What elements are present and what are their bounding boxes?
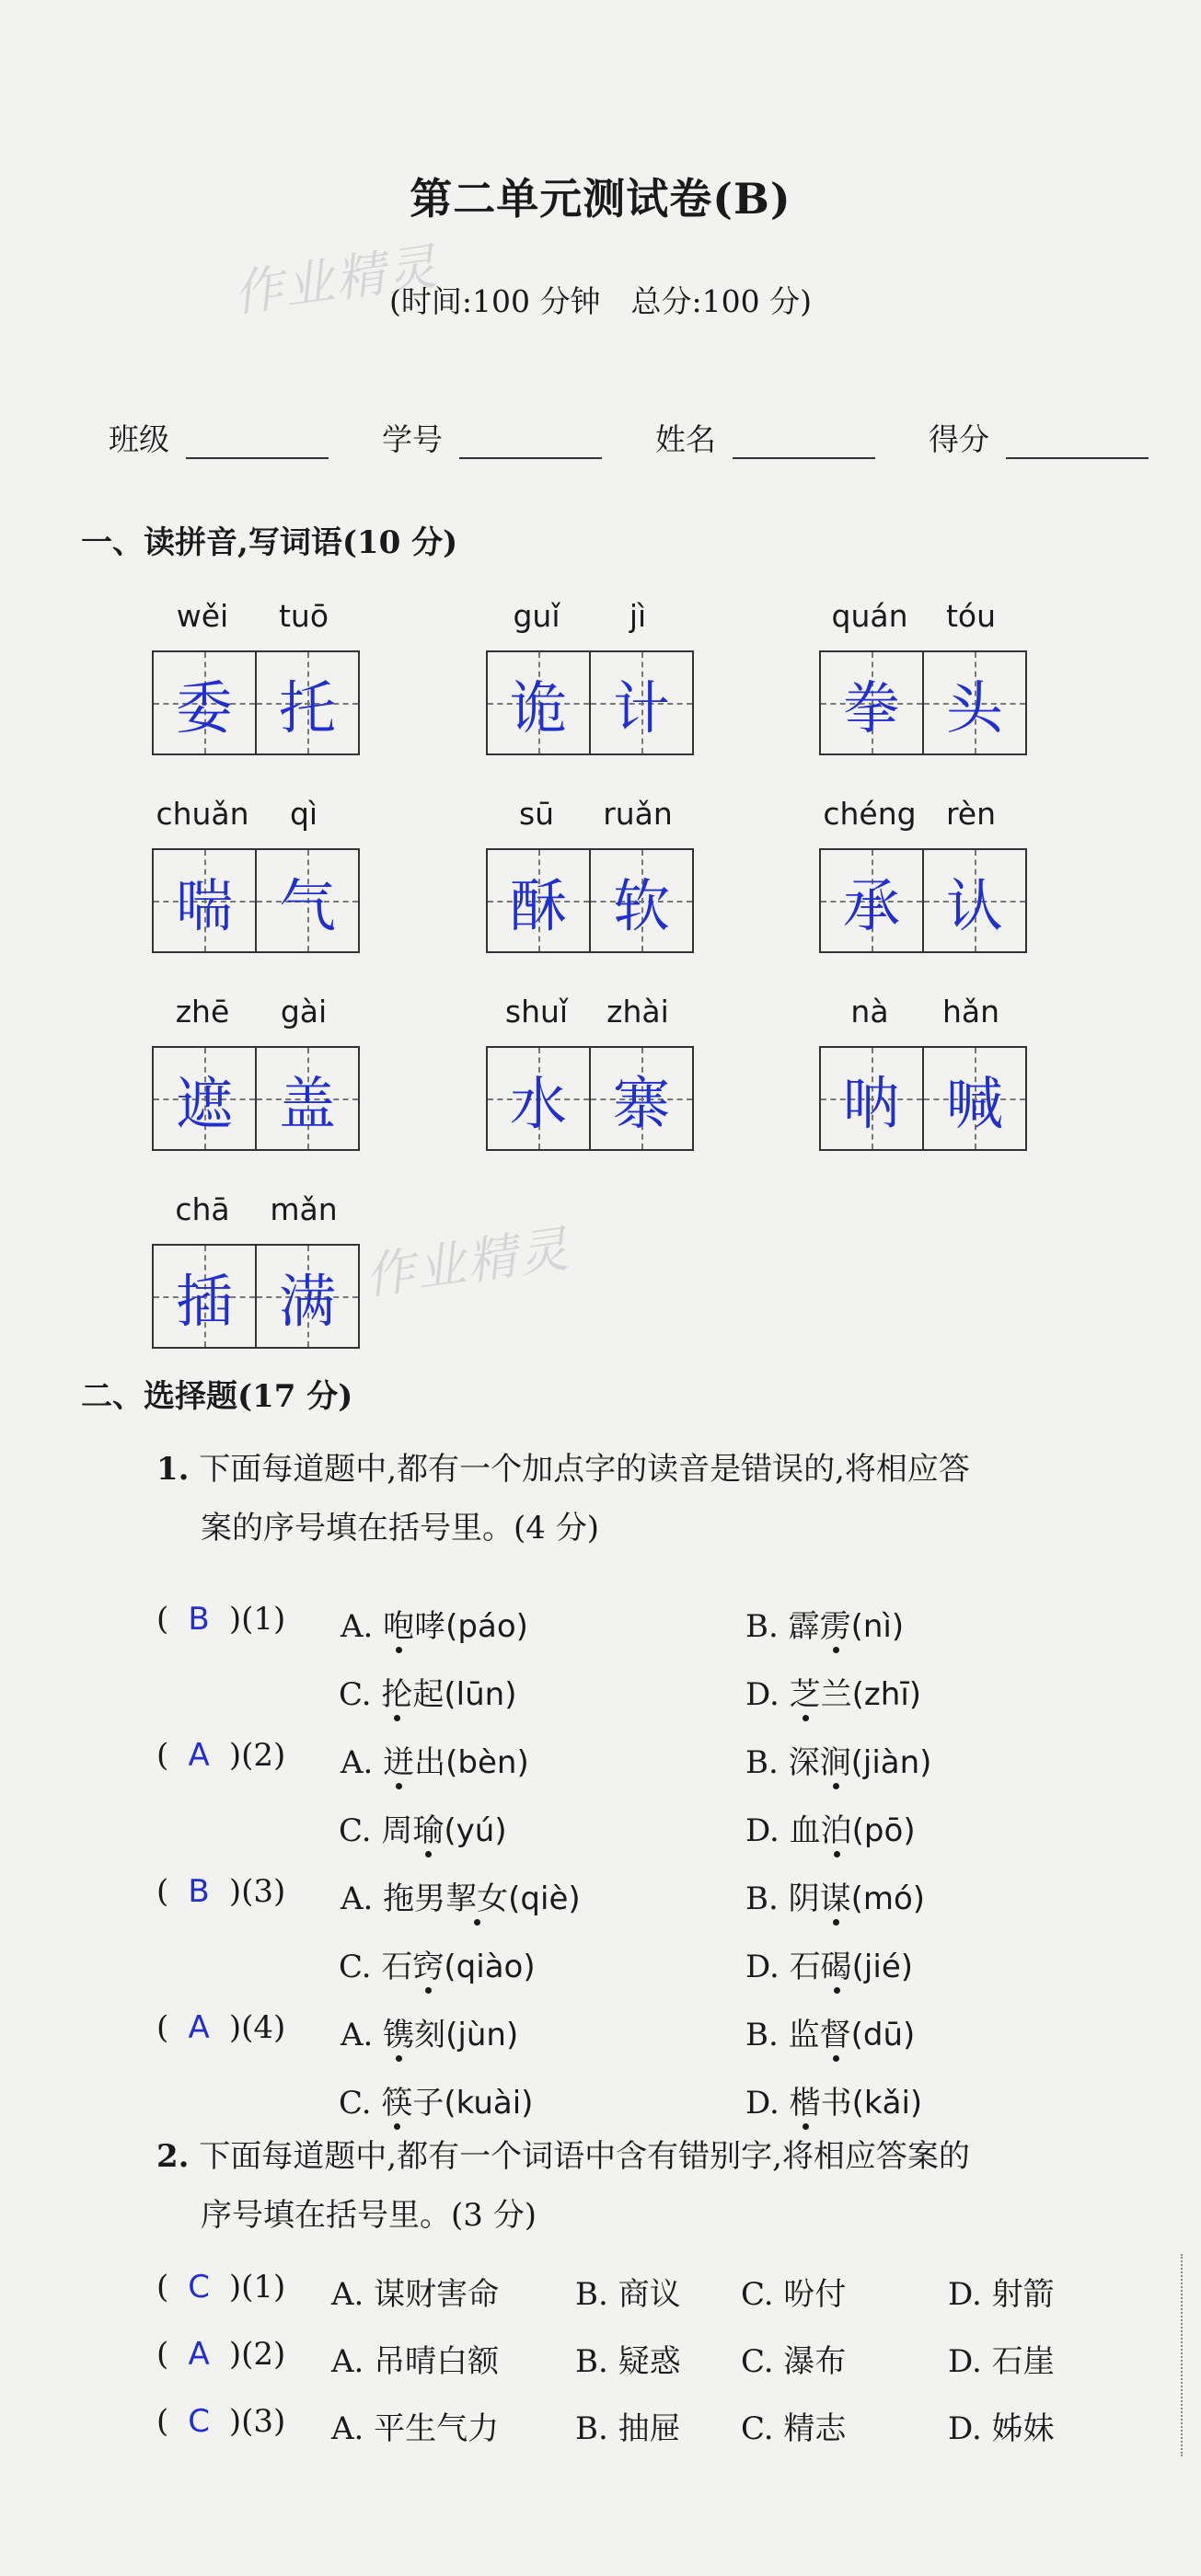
section2-title: 二、选择题(17 分) — [81, 1378, 353, 1415]
pinyin-label: quán — [831, 598, 908, 634]
watermark: 作业精灵 — [229, 236, 442, 324]
word-group — [819, 598, 1027, 755]
option-word: 瑜 — [412, 1805, 444, 1850]
answer-cell[interactable] — [154, 652, 255, 753]
answer-cell[interactable] — [154, 1048, 255, 1149]
option: C. 吩付 — [741, 2276, 847, 2313]
option — [339, 1812, 507, 1849]
option — [341, 1608, 528, 1645]
student-info-row — [109, 416, 1149, 459]
handwritten-character: 计 — [612, 673, 670, 742]
handwritten-character: 水 — [509, 1069, 567, 1137]
pinyin-label: zhài — [606, 994, 669, 1029]
answer-cell[interactable] — [589, 850, 692, 951]
answer-cell[interactable] — [154, 850, 255, 951]
answer-mark: A — [188, 1737, 210, 1774]
dotted-character: 镌 — [383, 2009, 414, 2054]
option-letter: C. — [339, 1949, 382, 1985]
section1-title: 一、读拼音,写词语(10 分) — [81, 524, 458, 561]
tian-grid — [819, 650, 1027, 755]
word-group — [486, 796, 694, 953]
tian-grid — [486, 1046, 694, 1151]
pinyin-label: tóu — [945, 598, 997, 634]
pinyin-label: nà — [850, 994, 889, 1029]
option: D. 姊妹 — [948, 2410, 1055, 2447]
class-field[interactable]: 班级 — [109, 416, 329, 459]
pinyin-label: chéng — [823, 796, 917, 832]
option-pinyin: (zhī) — [851, 1676, 922, 1713]
option-word: 碣 — [821, 1941, 852, 1986]
option: A. 平生气力 — [331, 2410, 500, 2447]
option — [341, 2017, 518, 2053]
question-2: 2. 下面每道题中,都有一个词语中含有错别字,将相应答案的 序号填在括号里。(3 分) — [156, 2138, 970, 2234]
handwritten-character: 盖 — [278, 1069, 336, 1137]
item-number: (2) — [241, 1737, 286, 1774]
option-letter: A. — [341, 1744, 384, 1781]
answer-mark: C — [188, 2269, 210, 2306]
answer-mark: B — [188, 1873, 210, 1910]
option-letter: A. — [341, 2017, 384, 2053]
answer-mark: A — [188, 2009, 210, 2046]
pinyin-label: qì — [289, 796, 318, 832]
option — [339, 1949, 536, 1985]
option-word: 涧 — [820, 1737, 851, 1782]
answer-mark: C — [188, 2403, 210, 2440]
option — [745, 1949, 913, 1985]
option-word: 兰 — [820, 1676, 852, 1713]
option — [745, 1812, 916, 1849]
dotted-character: 拖男 — [383, 1880, 446, 1917]
dotted-character: 监 — [788, 2017, 820, 2053]
tian-grid — [819, 848, 1027, 953]
dotted-character: 周 — [381, 1812, 413, 1849]
option-pinyin: (pō) — [851, 1812, 916, 1849]
word-group — [152, 796, 360, 953]
option: B. 抽屉 — [575, 2410, 681, 2447]
pinyin-label: chā — [175, 1191, 230, 1227]
answer-slot[interactable]: ( A )(4) — [156, 2009, 286, 2046]
option-letter: C. — [339, 1812, 382, 1849]
option-pinyin: (mó) — [850, 1880, 926, 1917]
option — [745, 1608, 904, 1645]
dotted-character: 咆 — [383, 1601, 414, 1646]
answer-cell[interactable] — [821, 850, 922, 951]
option — [745, 1880, 925, 1917]
pinyin-label: ruǎn — [603, 796, 673, 832]
answer-cell[interactable] — [589, 1048, 692, 1149]
answer-cell[interactable] — [922, 652, 1025, 753]
option-word: 哮 — [414, 1608, 446, 1645]
handwritten-character: 酥 — [509, 871, 567, 939]
option-pinyin: (jié) — [851, 1949, 914, 1985]
handwritten-character: 气 — [278, 871, 336, 939]
answer-mark: B — [188, 1601, 210, 1638]
handwritten-character: 寨 — [612, 1069, 670, 1137]
option: D. 石崖 — [948, 2343, 1055, 2380]
option-word: 起 — [412, 1676, 445, 1713]
handwritten-character: 遮 — [175, 1069, 233, 1137]
handwritten-character: 委 — [175, 673, 233, 742]
answer-cell[interactable] — [488, 1048, 589, 1149]
watermark-2: 作业精灵 — [361, 1219, 573, 1306]
tian-grid — [819, 1046, 1027, 1151]
answer-cell[interactable] — [255, 1048, 358, 1149]
word-group — [152, 994, 360, 1151]
dotted-character: 筷 — [381, 2077, 412, 2122]
name-field[interactable]: 姓名 — [655, 416, 875, 459]
word-group — [152, 1191, 360, 1349]
option-pinyin: (nì) — [850, 1608, 905, 1645]
option-pinyin: (dū) — [850, 2017, 916, 2053]
dotted-character: 石 — [789, 1949, 821, 1985]
pinyin-label: rèn — [945, 796, 997, 832]
option — [745, 2017, 915, 2053]
item-number: (1) — [241, 2269, 286, 2306]
handwritten-character: 满 — [278, 1267, 336, 1335]
word-group — [152, 598, 360, 755]
option-pinyin: (qiè) — [508, 1880, 581, 1917]
option — [341, 1744, 529, 1781]
tian-grid — [152, 650, 360, 755]
page-title: 第二单元测试卷(B) — [410, 174, 791, 224]
option — [745, 2085, 922, 2122]
option: A. 吊晴白额 — [331, 2343, 500, 2380]
handwritten-character: 托 — [278, 673, 336, 742]
option-pinyin: (jiàn) — [850, 1744, 932, 1781]
word-group — [486, 994, 694, 1151]
answer-cell[interactable] — [821, 652, 922, 753]
handwritten-character: 呐 — [842, 1069, 900, 1137]
option: C. 精志 — [741, 2410, 847, 2447]
option-letter: D. — [745, 1949, 790, 1985]
handwritten-character: 软 — [612, 871, 670, 939]
handwritten-character: 认 — [945, 871, 1003, 939]
item-number: (4) — [241, 2009, 286, 2046]
answer-mark: A — [188, 2336, 210, 2373]
dotted-character: 阴 — [788, 1880, 820, 1917]
option-pinyin: (lūn) — [444, 1676, 517, 1713]
option-word: 泊 — [821, 1805, 852, 1850]
handwritten-character: 诡 — [509, 673, 567, 742]
page-subtitle: (时间:100 分钟 总分:100 分) — [389, 283, 812, 319]
handwritten-character: 承 — [842, 871, 900, 939]
option-letter: D. — [745, 2085, 790, 2122]
handwritten-character: 插 — [175, 1267, 233, 1335]
option-letter: B. — [745, 1880, 789, 1917]
option-pinyin: (páo) — [445, 1608, 528, 1645]
pinyin-label: guǐ — [513, 598, 560, 634]
option-word: 子 — [412, 2085, 445, 2122]
option-word: 书 — [820, 2085, 852, 2122]
answer-cell[interactable] — [154, 1246, 255, 1347]
answer-slot[interactable]: ( C )(1) — [156, 2269, 286, 2306]
pinyin-label: sū — [518, 796, 555, 832]
pinyin-label: shuǐ — [504, 994, 569, 1029]
option — [745, 1744, 931, 1781]
handwritten-character: 拳 — [842, 673, 900, 742]
handwritten-character: 头 — [945, 673, 1003, 742]
dotted-character: 石 — [381, 1949, 413, 1985]
option-pinyin: (jùn) — [445, 2017, 519, 2053]
answer-cell[interactable] — [255, 652, 358, 753]
question-1: 1. 下面每道题中,都有一个加点字的读音是错误的,将相应答 案的序号填在括号里。(4 分) — [156, 1451, 970, 1547]
option: B. 商议 — [575, 2276, 681, 2313]
answer-cell[interactable] — [255, 1246, 358, 1347]
option-word: 雳 — [820, 1601, 851, 1646]
word-group — [486, 598, 694, 755]
dotted-character: 芝 — [790, 1669, 821, 1714]
option-letter: C. — [339, 2085, 382, 2122]
item-number: (3) — [241, 2403, 286, 2440]
option — [339, 2085, 533, 2122]
dotted-character: 楷 — [790, 2077, 821, 2122]
option: B. 疑惑 — [575, 2343, 681, 2380]
answer-slot[interactable]: ( B )(1) — [156, 1601, 286, 1638]
word-group — [819, 796, 1027, 953]
pinyin-label: chuǎn — [156, 796, 249, 832]
option-letter: A. — [341, 1608, 384, 1645]
answer-slot[interactable]: ( C )(3) — [156, 2403, 286, 2440]
student-number-field[interactable]: 学号 — [382, 416, 602, 459]
pinyin-label: hǎn — [941, 994, 1000, 1029]
answer-slot[interactable]: ( A )(2) — [156, 2336, 286, 2373]
tian-grid — [152, 1046, 360, 1151]
option-word: 督 — [820, 2009, 851, 2054]
option: D. 射箭 — [948, 2276, 1055, 2313]
option — [341, 1880, 581, 1917]
option — [745, 1676, 921, 1713]
item-number: (1) — [241, 1601, 286, 1638]
option-word: 挈女 — [445, 1873, 508, 1918]
option-letter: C. — [339, 1676, 382, 1713]
pinyin-label: wěi — [176, 598, 229, 634]
answer-cell[interactable] — [488, 652, 589, 753]
tian-grid — [152, 1244, 360, 1349]
answer-cell[interactable] — [255, 850, 358, 951]
word-group — [819, 994, 1027, 1151]
score-field[interactable]: 得分 — [929, 416, 1149, 459]
option-pinyin: (kǎi) — [851, 2085, 923, 2122]
handwritten-character: 喊 — [945, 1069, 1003, 1137]
pinyin-label: gài — [280, 994, 328, 1029]
answer-slot[interactable]: ( B )(3) — [156, 1873, 286, 1910]
tian-grid — [486, 650, 694, 755]
handwritten-character: 喘 — [175, 871, 233, 939]
pinyin-label: tuō — [278, 598, 329, 634]
option-letter: A. — [341, 1880, 384, 1917]
option-word: 谋 — [820, 1873, 851, 1918]
option-letter: B. — [745, 1744, 789, 1781]
answer-slot[interactable]: ( A )(2) — [156, 1737, 286, 1774]
option-letter: D. — [745, 1676, 790, 1713]
dotted-character: 迸 — [383, 1737, 414, 1782]
dotted-character: 霹 — [788, 1608, 820, 1645]
option: C. 瀑布 — [741, 2343, 847, 2380]
answer-cell[interactable] — [922, 1048, 1025, 1149]
item-number: (3) — [241, 1873, 286, 1910]
answer-cell[interactable] — [821, 1048, 922, 1149]
margin-line — [1181, 2254, 1183, 2456]
option-pinyin: (kuài) — [444, 2085, 534, 2122]
tian-grid — [486, 848, 694, 953]
pinyin-label: jì — [629, 598, 647, 634]
answer-cell[interactable] — [488, 850, 589, 951]
tian-grid — [152, 848, 360, 953]
pinyin-label: zhē — [175, 994, 230, 1029]
option-pinyin: (yú) — [444, 1812, 507, 1849]
answer-cell[interactable] — [922, 850, 1025, 951]
option — [339, 1676, 517, 1713]
item-number: (2) — [241, 2336, 286, 2373]
answer-cell[interactable] — [589, 652, 692, 753]
option-pinyin: (bèn) — [445, 1744, 529, 1781]
dotted-character: 抡 — [381, 1669, 412, 1714]
option-word: 出 — [414, 1744, 446, 1781]
option-word: 窍 — [412, 1941, 444, 1986]
dotted-character: 血 — [789, 1812, 821, 1849]
pinyin-label: mǎn — [270, 1191, 338, 1227]
dotted-character: 深 — [788, 1744, 820, 1781]
option-letter: D. — [745, 1812, 790, 1849]
option-pinyin: (qiào) — [444, 1949, 536, 1985]
option-word: 刻 — [414, 2017, 446, 2053]
option: A. 谋财害命 — [331, 2276, 500, 2313]
option-letter: B. — [745, 1608, 789, 1645]
option-letter: B. — [745, 2017, 789, 2053]
